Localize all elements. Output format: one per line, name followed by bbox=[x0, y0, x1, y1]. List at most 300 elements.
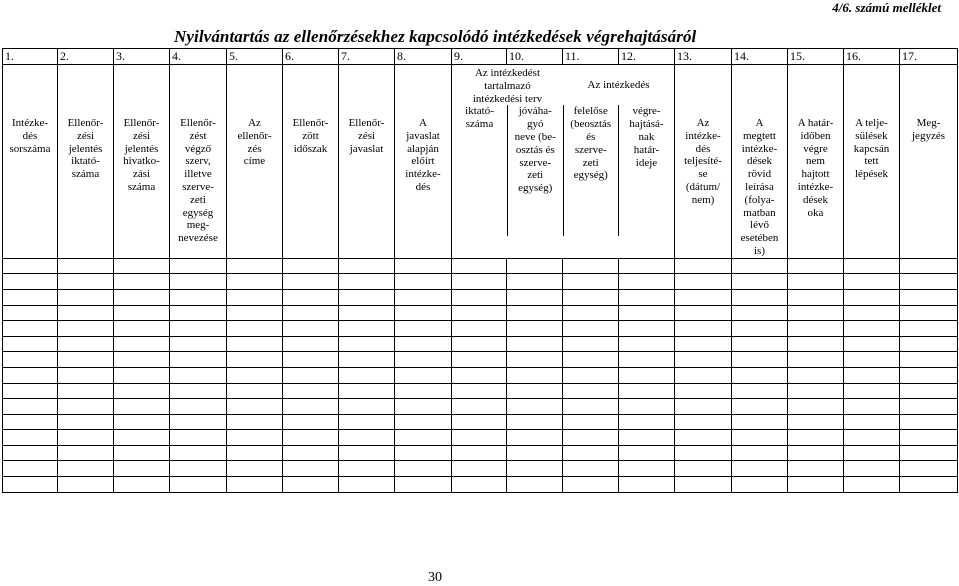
table-cell[interactable] bbox=[3, 383, 58, 399]
table-cell[interactable] bbox=[788, 274, 844, 290]
column-header-line: dések bbox=[802, 193, 829, 206]
table-cell[interactable] bbox=[619, 289, 675, 305]
table-cell[interactable] bbox=[452, 274, 507, 290]
table-cell[interactable] bbox=[227, 258, 283, 274]
table-cell[interactable] bbox=[3, 445, 58, 461]
table-row bbox=[3, 305, 958, 321]
table-cell[interactable] bbox=[788, 289, 844, 305]
table-cell[interactable] bbox=[452, 321, 507, 337]
table-cell[interactable] bbox=[900, 352, 958, 368]
table-cell[interactable] bbox=[395, 274, 452, 290]
table-cell[interactable] bbox=[675, 305, 732, 321]
table-cell[interactable] bbox=[619, 445, 675, 461]
grouped-header bbox=[452, 65, 675, 259]
table-cell[interactable] bbox=[563, 336, 619, 352]
table-cell[interactable] bbox=[395, 336, 452, 352]
table-cell[interactable] bbox=[619, 399, 675, 415]
column-header-line: intézke- bbox=[741, 142, 778, 155]
table-cell[interactable] bbox=[844, 445, 900, 461]
column-header-line: tett bbox=[864, 155, 879, 168]
column-header-line: Meg- bbox=[916, 117, 941, 129]
table-cell[interactable] bbox=[227, 430, 283, 446]
table-cell[interactable] bbox=[675, 336, 732, 352]
table-cell[interactable] bbox=[788, 336, 844, 352]
table-cell[interactable] bbox=[844, 383, 900, 399]
table-cell[interactable] bbox=[452, 414, 507, 430]
table-cell[interactable] bbox=[452, 352, 507, 368]
table-cell[interactable] bbox=[788, 430, 844, 446]
table-cell[interactable] bbox=[507, 258, 563, 274]
table-cell[interactable] bbox=[3, 477, 58, 493]
column-header-line: javaslat bbox=[406, 129, 440, 142]
table-cell[interactable] bbox=[507, 336, 563, 352]
table-cell[interactable] bbox=[58, 399, 114, 415]
table-cell[interactable] bbox=[844, 321, 900, 337]
table-cell[interactable] bbox=[900, 321, 958, 337]
table-cell[interactable] bbox=[675, 477, 732, 493]
table-cell[interactable] bbox=[563, 289, 619, 305]
table-cell[interactable] bbox=[170, 445, 227, 461]
table-cell[interactable] bbox=[563, 477, 619, 493]
column-header-line: iktató- bbox=[71, 155, 100, 168]
table-cell[interactable] bbox=[283, 274, 339, 290]
table-cell[interactable] bbox=[563, 274, 619, 290]
column-header-line: osztás és bbox=[515, 143, 555, 156]
table-cell[interactable] bbox=[619, 305, 675, 321]
table-cell[interactable] bbox=[170, 477, 227, 493]
table-row bbox=[3, 383, 958, 399]
table-cell[interactable] bbox=[114, 258, 170, 274]
column-number-cell: 16. bbox=[844, 49, 900, 65]
table-cell[interactable] bbox=[732, 352, 788, 368]
table-cell[interactable] bbox=[844, 477, 900, 493]
table-cell[interactable] bbox=[170, 414, 227, 430]
table-cell[interactable] bbox=[170, 367, 227, 383]
table-cell[interactable] bbox=[900, 274, 958, 290]
table-cell[interactable] bbox=[507, 399, 563, 415]
table-cell[interactable] bbox=[114, 383, 170, 399]
table-cell[interactable] bbox=[900, 461, 958, 477]
table-cell[interactable] bbox=[732, 289, 788, 305]
table-cell[interactable] bbox=[844, 336, 900, 352]
column-number-cell: 17. bbox=[900, 49, 958, 65]
column-header-line: oka bbox=[807, 206, 824, 219]
table-cell[interactable] bbox=[732, 477, 788, 493]
table-cell[interactable] bbox=[170, 289, 227, 305]
column-number-cell: 12. bbox=[619, 49, 675, 65]
table-cell[interactable] bbox=[114, 477, 170, 493]
column-header-line: is) bbox=[754, 244, 765, 257]
table-cell[interactable] bbox=[58, 367, 114, 383]
table-cell[interactable] bbox=[58, 258, 114, 274]
table-cell[interactable] bbox=[283, 383, 339, 399]
table-cell[interactable] bbox=[675, 289, 732, 305]
table-cell[interactable] bbox=[732, 383, 788, 399]
table-cell[interactable] bbox=[227, 305, 283, 321]
table-cell[interactable] bbox=[58, 352, 114, 368]
table-cell[interactable] bbox=[283, 367, 339, 383]
table-cell[interactable] bbox=[395, 445, 452, 461]
table-cell[interactable] bbox=[395, 321, 452, 337]
table-cell[interactable] bbox=[732, 461, 788, 477]
table-cell[interactable] bbox=[3, 414, 58, 430]
table-cell[interactable] bbox=[788, 477, 844, 493]
table-cell[interactable] bbox=[395, 352, 452, 368]
table-cell[interactable] bbox=[788, 461, 844, 477]
table-cell[interactable] bbox=[114, 289, 170, 305]
table-cell[interactable] bbox=[395, 414, 452, 430]
table-cell[interactable] bbox=[619, 274, 675, 290]
column-header-line: időben bbox=[800, 129, 831, 142]
table-cell[interactable] bbox=[844, 274, 900, 290]
table-cell[interactable] bbox=[844, 367, 900, 383]
column-header-line: zési bbox=[76, 129, 95, 142]
table-cell[interactable] bbox=[114, 399, 170, 415]
table-cell[interactable] bbox=[283, 445, 339, 461]
table-cell[interactable] bbox=[507, 383, 563, 399]
table-cell[interactable] bbox=[170, 321, 227, 337]
table-cell[interactable] bbox=[339, 430, 395, 446]
table-cell[interactable] bbox=[788, 367, 844, 383]
table-cell[interactable] bbox=[507, 352, 563, 368]
table-cell[interactable] bbox=[339, 289, 395, 305]
table-cell[interactable] bbox=[3, 274, 58, 290]
table-cell[interactable] bbox=[170, 258, 227, 274]
table-cell[interactable] bbox=[339, 461, 395, 477]
table-cell[interactable] bbox=[3, 258, 58, 274]
table-cell[interactable] bbox=[563, 352, 619, 368]
table-cell[interactable] bbox=[58, 414, 114, 430]
table-cell[interactable] bbox=[283, 305, 339, 321]
column-header bbox=[675, 65, 732, 259]
table-cell[interactable] bbox=[227, 367, 283, 383]
table-cell[interactable] bbox=[900, 414, 958, 430]
table-cell[interactable] bbox=[788, 321, 844, 337]
table-cell[interactable] bbox=[844, 305, 900, 321]
table-row bbox=[3, 367, 958, 383]
table-cell[interactable] bbox=[844, 430, 900, 446]
table-cell[interactable] bbox=[3, 321, 58, 337]
table-cell[interactable] bbox=[3, 430, 58, 446]
table-cell[interactable] bbox=[788, 383, 844, 399]
table-cell[interactable] bbox=[452, 399, 507, 415]
table-cell[interactable] bbox=[114, 445, 170, 461]
table-cell[interactable] bbox=[3, 336, 58, 352]
column-header-line: matban bbox=[743, 206, 776, 219]
table-cell[interactable] bbox=[788, 352, 844, 368]
table-cell[interactable] bbox=[170, 352, 227, 368]
table-cell[interactable] bbox=[283, 461, 339, 477]
table-cell[interactable] bbox=[732, 321, 788, 337]
table-cell[interactable] bbox=[339, 321, 395, 337]
column-header-line: határ- bbox=[633, 143, 660, 156]
column-header-line: leírása bbox=[745, 180, 774, 193]
table-cell[interactable] bbox=[900, 305, 958, 321]
table-cell[interactable] bbox=[563, 414, 619, 430]
table-cell[interactable] bbox=[507, 274, 563, 290]
table-cell[interactable] bbox=[114, 274, 170, 290]
table-cell[interactable] bbox=[227, 383, 283, 399]
table-cell[interactable] bbox=[452, 367, 507, 383]
table-cell[interactable] bbox=[563, 258, 619, 274]
table-cell[interactable] bbox=[395, 367, 452, 383]
table-cell[interactable] bbox=[900, 445, 958, 461]
table-cell[interactable] bbox=[563, 321, 619, 337]
table-cell[interactable] bbox=[900, 383, 958, 399]
table-cell[interactable] bbox=[227, 399, 283, 415]
column-header-line: jóváha- bbox=[518, 105, 552, 118]
column-number-cell: 13. bbox=[675, 49, 732, 65]
table-cell[interactable] bbox=[339, 399, 395, 415]
table-cell[interactable] bbox=[452, 258, 507, 274]
table-cell[interactable] bbox=[844, 461, 900, 477]
table-cell[interactable] bbox=[900, 367, 958, 383]
table-cell[interactable] bbox=[563, 430, 619, 446]
table-cell[interactable] bbox=[58, 477, 114, 493]
table-cell[interactable] bbox=[452, 383, 507, 399]
table-cell[interactable] bbox=[732, 414, 788, 430]
table-cell[interactable] bbox=[114, 430, 170, 446]
table-cell[interactable] bbox=[900, 336, 958, 352]
table-cell[interactable] bbox=[619, 367, 675, 383]
table-cell[interactable] bbox=[452, 445, 507, 461]
table-cell[interactable] bbox=[788, 414, 844, 430]
table-cell[interactable] bbox=[507, 289, 563, 305]
table-cell[interactable] bbox=[507, 461, 563, 477]
table-cell[interactable] bbox=[619, 321, 675, 337]
table-cell[interactable] bbox=[114, 414, 170, 430]
column-header-line: (dátum/ bbox=[685, 180, 721, 193]
table-cell[interactable] bbox=[395, 383, 452, 399]
table-cell[interactable] bbox=[170, 274, 227, 290]
table-cell[interactable] bbox=[3, 461, 58, 477]
table-cell[interactable] bbox=[732, 274, 788, 290]
table-cell[interactable] bbox=[619, 477, 675, 493]
table-cell[interactable] bbox=[563, 445, 619, 461]
table-cell[interactable] bbox=[619, 430, 675, 446]
column-header-line: zési bbox=[357, 129, 376, 142]
table-cell[interactable] bbox=[732, 305, 788, 321]
table-cell[interactable] bbox=[507, 430, 563, 446]
table-cell[interactable] bbox=[732, 367, 788, 383]
column-number-cell: 11. bbox=[563, 49, 619, 65]
table-cell[interactable] bbox=[227, 336, 283, 352]
table-cell[interactable] bbox=[227, 352, 283, 368]
table-cell[interactable] bbox=[619, 336, 675, 352]
table-cell[interactable] bbox=[339, 352, 395, 368]
column-header-line: Ellenőr- bbox=[67, 117, 104, 129]
table-cell[interactable] bbox=[283, 289, 339, 305]
table-cell[interactable] bbox=[844, 289, 900, 305]
table-cell[interactable] bbox=[452, 477, 507, 493]
table-cell[interactable] bbox=[452, 289, 507, 305]
table-cell[interactable] bbox=[227, 321, 283, 337]
table-cell[interactable] bbox=[227, 274, 283, 290]
table-cell[interactable] bbox=[170, 383, 227, 399]
table-cell[interactable] bbox=[844, 414, 900, 430]
table-cell[interactable] bbox=[619, 383, 675, 399]
table-cell[interactable] bbox=[170, 399, 227, 415]
table-cell[interactable] bbox=[507, 305, 563, 321]
table-cell[interactable] bbox=[395, 289, 452, 305]
table-cell[interactable] bbox=[170, 336, 227, 352]
table-cell[interactable] bbox=[58, 321, 114, 337]
table-cell[interactable] bbox=[844, 399, 900, 415]
table-cell[interactable] bbox=[675, 414, 732, 430]
table-cell[interactable] bbox=[563, 461, 619, 477]
table-cell[interactable] bbox=[675, 399, 732, 415]
table-cell[interactable] bbox=[58, 289, 114, 305]
table-cell[interactable] bbox=[283, 258, 339, 274]
table-cell[interactable] bbox=[3, 289, 58, 305]
table-cell[interactable] bbox=[619, 352, 675, 368]
table-cell[interactable] bbox=[339, 414, 395, 430]
table-row bbox=[3, 461, 958, 477]
table-row bbox=[3, 477, 958, 493]
column-header-line: végre bbox=[803, 142, 828, 155]
table-cell[interactable] bbox=[844, 258, 900, 274]
table-cell[interactable] bbox=[844, 352, 900, 368]
table-cell[interactable] bbox=[788, 305, 844, 321]
table-cell[interactable] bbox=[114, 461, 170, 477]
table-cell[interactable] bbox=[114, 336, 170, 352]
table-cell[interactable] bbox=[170, 430, 227, 446]
table-cell[interactable] bbox=[675, 321, 732, 337]
table-cell[interactable] bbox=[675, 383, 732, 399]
table-cell[interactable] bbox=[675, 274, 732, 290]
table-cell[interactable] bbox=[170, 461, 227, 477]
table-cell[interactable] bbox=[395, 430, 452, 446]
table-cell[interactable] bbox=[114, 305, 170, 321]
column-header-line: iktató- bbox=[465, 105, 494, 118]
column-header-line: nem bbox=[806, 155, 825, 168]
table-cell[interactable] bbox=[900, 477, 958, 493]
column-header-line: szerve- bbox=[574, 143, 607, 156]
table-cell[interactable] bbox=[283, 399, 339, 415]
table-cell[interactable] bbox=[788, 399, 844, 415]
table-cell[interactable] bbox=[283, 321, 339, 337]
table-cell[interactable] bbox=[58, 274, 114, 290]
column-header-line: intézke- bbox=[405, 168, 441, 181]
table-cell[interactable] bbox=[675, 352, 732, 368]
table-cell[interactable] bbox=[339, 336, 395, 352]
table-cell[interactable] bbox=[58, 461, 114, 477]
column-header-line: zött bbox=[302, 129, 319, 142]
table-cell[interactable] bbox=[563, 383, 619, 399]
table-cell[interactable] bbox=[58, 305, 114, 321]
table-cell[interactable] bbox=[675, 445, 732, 461]
table-cell[interactable] bbox=[788, 258, 844, 274]
table-cell[interactable] bbox=[619, 258, 675, 274]
table-cell[interactable] bbox=[675, 258, 732, 274]
table-cell[interactable] bbox=[507, 445, 563, 461]
column-header-line: szerve- bbox=[519, 156, 552, 169]
table-cell[interactable] bbox=[227, 477, 283, 493]
table-cell[interactable] bbox=[563, 305, 619, 321]
column-header-line: végző bbox=[184, 142, 212, 155]
table-cell[interactable] bbox=[732, 258, 788, 274]
table-cell[interactable] bbox=[395, 461, 452, 477]
table-cell[interactable] bbox=[788, 445, 844, 461]
table-cell[interactable] bbox=[563, 367, 619, 383]
table-cell[interactable] bbox=[563, 399, 619, 415]
table-cell[interactable] bbox=[675, 430, 732, 446]
column-header bbox=[452, 105, 508, 236]
table-cell[interactable] bbox=[227, 445, 283, 461]
table-cell[interactable] bbox=[395, 477, 452, 493]
table-cell[interactable] bbox=[170, 305, 227, 321]
table-cell[interactable] bbox=[3, 399, 58, 415]
table-cell[interactable] bbox=[507, 367, 563, 383]
table-cell[interactable] bbox=[3, 305, 58, 321]
table-cell[interactable] bbox=[58, 383, 114, 399]
table-cell[interactable] bbox=[58, 430, 114, 446]
table-cell[interactable] bbox=[339, 445, 395, 461]
table-cell[interactable] bbox=[283, 414, 339, 430]
table-cell[interactable] bbox=[283, 336, 339, 352]
table-cell[interactable] bbox=[900, 430, 958, 446]
table-cell[interactable] bbox=[507, 321, 563, 337]
table-cell[interactable] bbox=[227, 289, 283, 305]
table-cell[interactable] bbox=[58, 445, 114, 461]
table-cell[interactable] bbox=[339, 477, 395, 493]
column-header-line: dés bbox=[22, 129, 38, 142]
table-cell[interactable] bbox=[339, 367, 395, 383]
table-cell[interactable] bbox=[732, 399, 788, 415]
column-header-line: száma bbox=[465, 118, 494, 131]
table-cell[interactable] bbox=[283, 352, 339, 368]
column-number-row bbox=[3, 49, 958, 65]
table-cell[interactable] bbox=[732, 445, 788, 461]
table-cell[interactable] bbox=[395, 258, 452, 274]
table-cell[interactable] bbox=[339, 258, 395, 274]
table-cell[interactable] bbox=[675, 461, 732, 477]
table-cell[interactable] bbox=[395, 399, 452, 415]
column-header-line: (beosztás bbox=[570, 118, 612, 131]
table-cell[interactable] bbox=[283, 430, 339, 446]
table-cell[interactable] bbox=[619, 461, 675, 477]
table-cell[interactable] bbox=[619, 414, 675, 430]
table-cell[interactable] bbox=[900, 258, 958, 274]
document-title: Nyilvántartás az ellenőrzésekhez kapcsolódó intézkedések végrehajtásáról bbox=[174, 27, 697, 46]
table-cell[interactable] bbox=[3, 352, 58, 368]
table-cell[interactable] bbox=[283, 477, 339, 493]
table-cell[interactable] bbox=[452, 305, 507, 321]
table-cell[interactable] bbox=[452, 430, 507, 446]
table-cell[interactable] bbox=[507, 477, 563, 493]
table-cell[interactable] bbox=[227, 414, 283, 430]
table-cell[interactable] bbox=[452, 461, 507, 477]
table-cell[interactable] bbox=[732, 430, 788, 446]
table-cell[interactable] bbox=[339, 383, 395, 399]
table-cell[interactable] bbox=[395, 305, 452, 321]
table-cell[interactable] bbox=[452, 336, 507, 352]
table-cell[interactable] bbox=[675, 367, 732, 383]
table-cell[interactable] bbox=[114, 321, 170, 337]
table-cell[interactable] bbox=[732, 336, 788, 352]
table-cell[interactable] bbox=[900, 399, 958, 415]
table-cell[interactable] bbox=[58, 336, 114, 352]
table-cell[interactable] bbox=[900, 289, 958, 305]
table-cell[interactable] bbox=[339, 274, 395, 290]
column-header-line: és bbox=[586, 130, 596, 143]
table-cell[interactable] bbox=[114, 352, 170, 368]
table-cell[interactable] bbox=[227, 461, 283, 477]
table-cell[interactable] bbox=[3, 367, 58, 383]
table-cell[interactable] bbox=[114, 367, 170, 383]
table-cell[interactable] bbox=[339, 305, 395, 321]
table-cell[interactable] bbox=[507, 414, 563, 430]
